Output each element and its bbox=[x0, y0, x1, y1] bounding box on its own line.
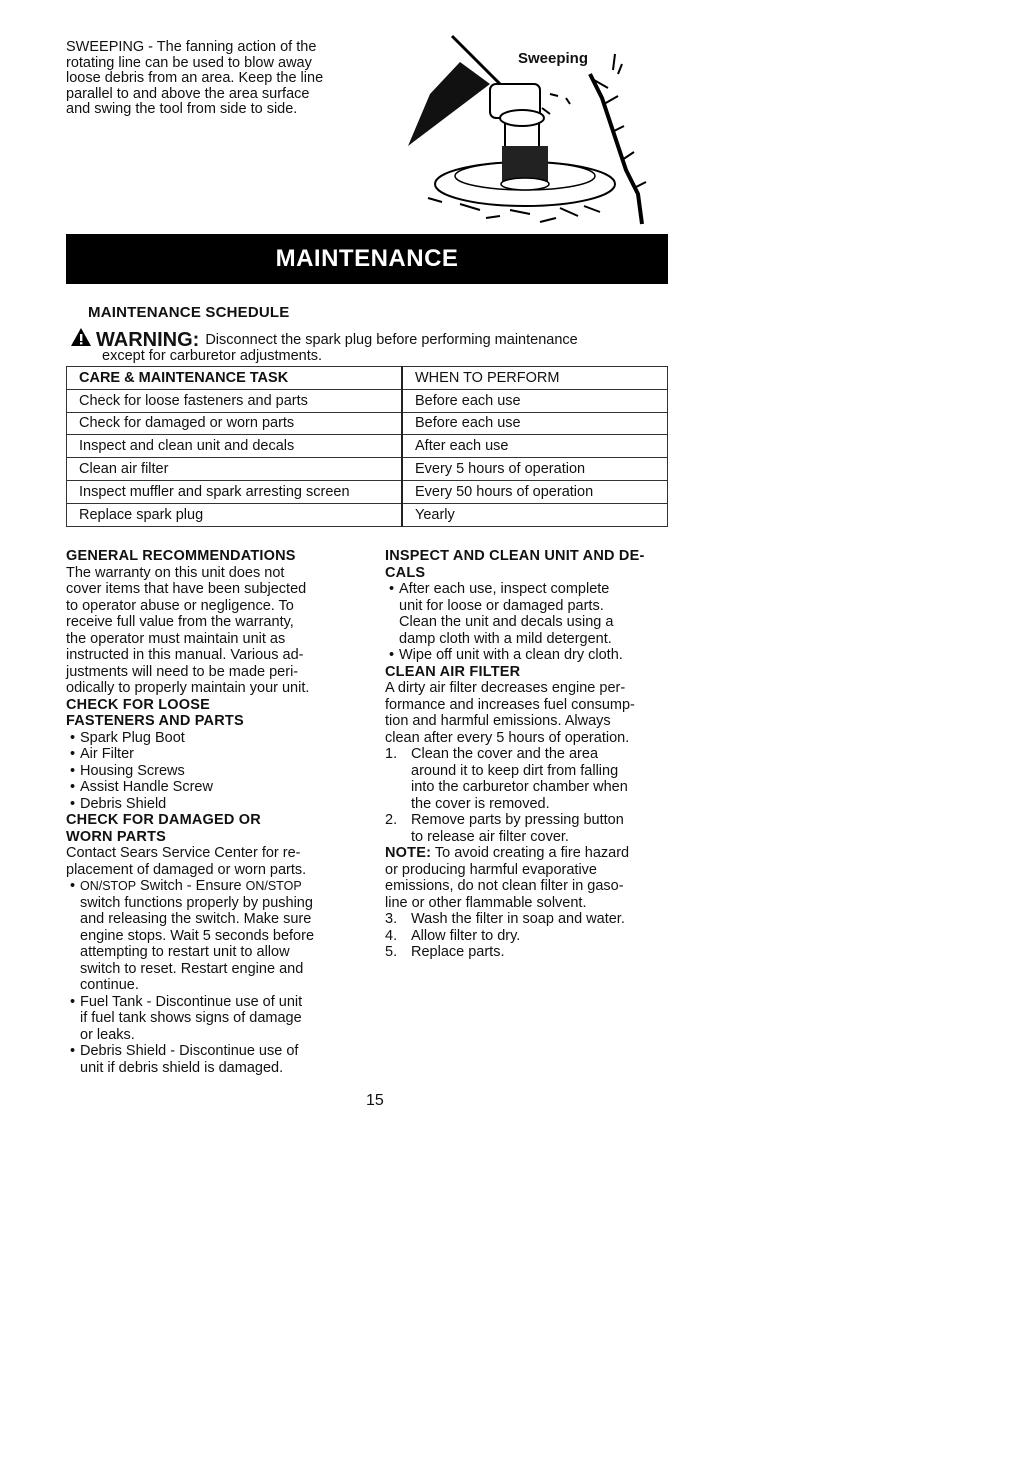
text-line: clean after every 5 hours of operation. bbox=[385, 729, 630, 746]
text-line: if fuel tank shows signs of damage bbox=[80, 1010, 302, 1026]
text-line: the cover is removed. bbox=[411, 795, 550, 812]
table-row bbox=[67, 412, 668, 435]
table-row bbox=[67, 480, 668, 503]
text-line: Remove parts by pressing button bbox=[411, 812, 624, 828]
text-line: The warranty on this unit does not bbox=[66, 564, 285, 581]
text-line: emissions, do not clean filter in gaso- bbox=[385, 878, 624, 894]
when-cell: Before each use bbox=[402, 389, 668, 412]
when-cell: Every 50 hours of operation bbox=[402, 480, 668, 503]
step-item bbox=[385, 911, 675, 928]
step-number: 1. bbox=[385, 746, 398, 762]
text-line: tion and harmful emissions. Always bbox=[385, 713, 611, 729]
text-line: unit if debris shield is damaged. bbox=[80, 1059, 284, 1076]
task-cell: Inspect and clean unit and decals bbox=[67, 435, 403, 458]
text-line: unit for loose or damaged parts. bbox=[399, 597, 604, 614]
sweeping-paragraph bbox=[66, 40, 366, 118]
clean-air-filter-heading: CLEAN AIR FILTER bbox=[385, 663, 521, 680]
list-item: • Wipe off unit with a clean dry cloth. bbox=[385, 647, 675, 664]
text-line: odically to properly maintain your unit. bbox=[66, 680, 310, 696]
text-line: and swing the tool from side to side. bbox=[66, 101, 298, 118]
step-number: 4. bbox=[385, 927, 398, 944]
text-line: Clean the cover and the area bbox=[411, 746, 599, 762]
general-recommendations-heading: GENERAL RECOMMENDATIONS bbox=[66, 548, 296, 564]
text-line: instructed in this manual. Various ad- bbox=[66, 647, 304, 663]
section-banner: MAINTENANCE bbox=[66, 234, 668, 284]
table-row bbox=[67, 389, 668, 412]
step-number: 2. bbox=[385, 812, 398, 828]
left-column bbox=[66, 548, 356, 1076]
step-item bbox=[385, 746, 675, 812]
text-line: cover items that have been subjected bbox=[66, 581, 307, 597]
list-item-onstop bbox=[66, 878, 356, 994]
text-line: damp cloth with a mild detergent. bbox=[399, 630, 612, 647]
text-line: justments will need to be made peri- bbox=[66, 663, 299, 680]
task-cell: Clean air filter bbox=[67, 458, 403, 481]
text-line: Clean the unit and decals using a bbox=[399, 614, 614, 630]
list-item-debris bbox=[66, 1043, 356, 1076]
text-line: to operator abuse or negligence. To bbox=[66, 597, 294, 614]
text-line: parallel to and above the area surface bbox=[66, 85, 310, 102]
onstop-label: ON/STOP bbox=[245, 879, 302, 893]
damaged-parts-list bbox=[66, 878, 356, 1076]
text-line: rotating line can be used to blow away bbox=[66, 54, 312, 71]
text-line: Debris Shield - Discontinue use of bbox=[80, 1043, 299, 1059]
air-filter-steps-cont bbox=[385, 911, 675, 961]
warning-label: WARNING: bbox=[96, 329, 200, 351]
text-line: Contact Sears Service Center for re- bbox=[66, 845, 301, 861]
table-header-row bbox=[67, 367, 668, 390]
inspect-clean-heading-cont: CALS bbox=[385, 564, 426, 581]
task-cell: Replace spark plug bbox=[67, 503, 403, 526]
step-item bbox=[385, 928, 675, 945]
text-line: receive full value from the warranty, bbox=[66, 614, 294, 630]
damaged-parts-heading-cont: WORN PARTS bbox=[66, 828, 167, 845]
text-line: and releasing the switch. Make sure bbox=[80, 911, 312, 927]
onstop-text: Switch - Ensure bbox=[136, 878, 246, 894]
text-line: or producing harmful evaporative bbox=[385, 861, 597, 878]
step-text: Wash the filter in soap and water. bbox=[411, 911, 625, 927]
text-line: formance and increases fuel consump- bbox=[385, 696, 635, 713]
inspect-clean-list bbox=[385, 581, 675, 664]
text-line: or leaks. bbox=[80, 1026, 135, 1043]
when-cell: Before each use bbox=[402, 412, 668, 435]
damaged-parts-heading: CHECK FOR DAMAGED OR bbox=[66, 812, 261, 828]
list-item bbox=[385, 581, 675, 647]
step-text: Replace parts. bbox=[411, 944, 505, 960]
table-row bbox=[67, 458, 668, 481]
step-item bbox=[385, 944, 675, 961]
text-line: around it to keep dirt from falling bbox=[411, 762, 619, 779]
warning-block bbox=[70, 327, 690, 364]
maintenance-schedule-table bbox=[66, 366, 668, 527]
loose-fasteners-list bbox=[66, 730, 356, 813]
when-cell: Yearly bbox=[402, 503, 668, 526]
text-line: switch functions properly by pushing bbox=[80, 894, 313, 911]
onstop-label: ON/STOP bbox=[80, 879, 137, 893]
text-line: A dirty air filter decreases engine per- bbox=[385, 680, 626, 696]
inspect-clean-heading: INSPECT AND CLEAN UNIT AND DE- bbox=[385, 548, 645, 564]
task-cell: Check for loose fasteners and parts bbox=[67, 389, 403, 412]
loose-fasteners-heading: CHECK FOR LOOSE bbox=[66, 696, 210, 713]
figure-label: Sweeping bbox=[518, 50, 589, 67]
list-item: • Air Filter bbox=[66, 746, 356, 763]
table-row bbox=[67, 503, 668, 526]
text-line: engine stops. Wait 5 seconds before bbox=[80, 927, 315, 944]
text-line: SWEEPING - The fanning action of the bbox=[66, 39, 317, 55]
warning-triangle-icon bbox=[70, 327, 92, 347]
text-line: attempting to restart unit to allow bbox=[80, 944, 290, 960]
text-line: loose debris from an area. Keep the line bbox=[66, 70, 324, 87]
header-cell-task: CARE & MAINTENANCE TASK bbox=[67, 367, 403, 390]
step-number: 3. bbox=[385, 911, 398, 927]
page-number: 15 bbox=[366, 1092, 384, 1109]
list-item: • Spark Plug Boot bbox=[66, 730, 356, 747]
text-line: line or other flammable solvent. bbox=[385, 894, 587, 911]
warning-text: Disconnect the spark plug before performing maintenance bbox=[205, 332, 578, 348]
task-cell: Inspect muffler and spark arresting screen bbox=[67, 480, 403, 503]
header-cell-when: WHEN TO PERFORM bbox=[402, 367, 668, 390]
table-row bbox=[67, 435, 668, 458]
step-number: 5. bbox=[385, 944, 398, 960]
note-label: NOTE: bbox=[385, 845, 432, 861]
text-line: To avoid creating a fire hazard bbox=[431, 845, 630, 861]
text-line: After each use, inspect complete bbox=[399, 581, 610, 597]
warning-text-cont: except for carburetor adjustments. bbox=[102, 348, 323, 364]
schedule-heading: MAINTENANCE SCHEDULE bbox=[88, 304, 290, 321]
text-line: to release air filter cover. bbox=[411, 828, 569, 845]
task-cell: Check for damaged or worn parts bbox=[67, 412, 403, 435]
text-line: placement of damaged or worn parts. bbox=[66, 861, 307, 878]
text-line: Fuel Tank - Discontinue use of unit bbox=[80, 993, 303, 1010]
list-item-fuel bbox=[66, 994, 356, 1044]
text-line: continue. bbox=[80, 977, 139, 993]
text-line: the operator must maintain unit as bbox=[66, 630, 286, 647]
when-cell: After each use bbox=[402, 435, 668, 458]
text-line: switch to reset. Restart engine and bbox=[80, 960, 304, 977]
note-block bbox=[385, 845, 675, 862]
loose-fasteners-heading-cont: FASTENERS AND PARTS bbox=[66, 713, 244, 729]
right-column bbox=[385, 548, 675, 961]
step-item bbox=[385, 812, 675, 845]
list-item: • Assist Handle Screw bbox=[66, 779, 356, 796]
list-item: • Debris Shield bbox=[66, 796, 356, 813]
when-cell: Every 5 hours of operation bbox=[402, 458, 668, 481]
list-item: • Housing Screws bbox=[66, 763, 356, 780]
text-line: into the carburetor chamber when bbox=[411, 779, 628, 795]
air-filter-steps bbox=[385, 746, 675, 845]
step-text: Allow filter to dry. bbox=[411, 927, 521, 944]
